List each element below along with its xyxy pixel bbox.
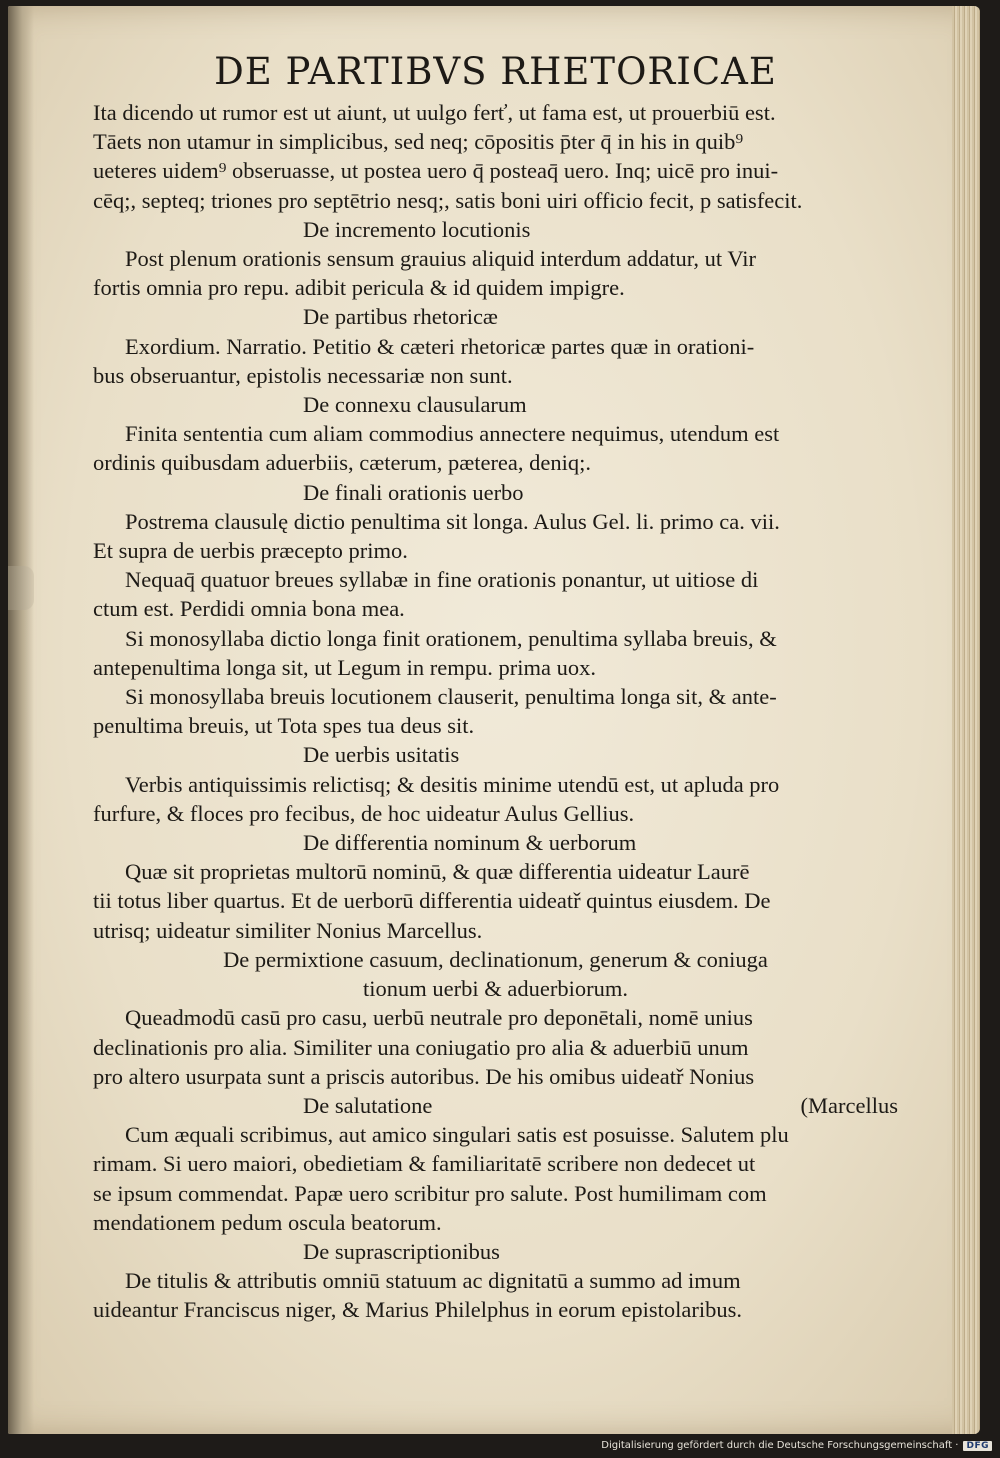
text-line: Exordium. Narratio. Petitio & cæteri rhetoricæ partes quæ in orationi- [125,333,755,359]
text-line: Tāets non utamur in simplicibus, sed neq; cōpositis p̄ter q̄ in his in quib⁹ [93,129,744,155]
text-line: Et supra de uerbis præcepto primo. [93,538,408,564]
footer-text: Digitalisierung gefördert durch die Deutsche Forschungsgemeinschaft · [601,1440,959,1451]
page-title: DE PARTIBVS RHETORICAE [214,50,777,93]
footer-credit [601,1440,992,1451]
section-heading-text: De salutatione [303,1092,433,1118]
section-heading: De connexu clausularum [303,392,527,418]
text-line: Nequaq̄ quatuor breues syllabæ in fine orationis ponantur, ut uitiose di [125,567,759,593]
dfg-logo-icon: DFG [963,1441,992,1451]
text-line: rimam. Si uero maiori, obedietiam & familiaritatē scribere non dedecet ut [93,1151,756,1177]
section-heading: De partibus rhetoricæ [303,304,498,330]
section-heading: De finali orationis uerbo [303,479,524,505]
section-heading: De suprascriptionibus [303,1238,500,1264]
text-line: Si monosyllaba dictio longa finit orationem, penultima syllaba breuis, & [125,625,777,651]
section-heading: De permixtione casuum, declinationum, generum & coniuga [223,946,768,972]
text-line: mendationem pedum oscula beatorum. [93,1209,442,1235]
page-edge [952,6,980,1434]
page-gutter-shadow [8,6,34,1434]
text-line: Cum æquali scribimus, aut amico singulari satis est posuisse. Salutem plu [125,1122,789,1148]
text-line: ctum est. Perdidi omnia bona mea. [93,596,405,622]
text-line: cēq;, septeq; triones pro septētrio nesq;, satis boni uiri officio fecit, p satisfecit. [93,187,803,213]
book-page [8,6,980,1434]
text-line: se ipsum commendat. Papæ uero scribitur pro salute. Post humilimam com [93,1180,767,1206]
text-line: Verbis antiquissimis relictisq; & desitis minime utendū est, ut apluda pro [125,771,780,797]
section-heading: De differentia nominum & uerborum [303,830,637,856]
carryover-word: (Marcellus [800,1092,898,1118]
section-heading: De uerbis usitatis [303,742,460,768]
binding-clip [8,566,34,610]
text-line: pro altero usurpata sunt a priscis autoribus. De his omibus uideatř Nonius [93,1063,755,1089]
text-line: Si monosyllaba breuis locutionem clauserit, penultima longa sit, & ante- [125,684,777,710]
text-lines [93,98,898,1325]
text-line: furfure, & floces pro fecibus, de hoc uideatur Aulus Gellius. [93,800,635,826]
text-line: ordinis quibusdam aduerbiis, cæterum, pæterea, deniq;. [93,450,592,476]
text-line: tii totus liber quartus. Et de uerborū differentia uideatř quintus eiusdem. De [93,888,771,914]
text-line: penultima breuis, ut Tota spes tua deus sit. [93,713,475,739]
text-line: utrisq; uideatur similiter Nonius Marcellus. [93,917,483,943]
section-heading [93,1091,898,1120]
text-line: Finita sententia cum aliam commodius annectere nequimus, utendum est [125,421,780,447]
text-line: Postrema clausulę dictio penultima sit longa. Aulus Gel. li. primo ca. vii. [125,508,780,534]
text-line: Queadmodū casū pro casu, uerbū neutrale pro deponētali, nomē unius [125,1005,753,1031]
text-line: ueteres uidem⁹ obseruasse, ut postea uero q̄ posteaq̄ uero. Inq; uicē pro inui- [93,158,779,184]
text-line: bus obseruantur, epistolis necessariæ non sunt. [93,362,513,388]
text-line: Post plenum orationis sensum grauius aliquid interdum addatur, ut Vir [125,246,757,272]
text-line: uideantur Franciscus niger, & Marius Philelphus in eorum epistolaribus. [93,1297,742,1323]
text-line: fortis omnia pro repu. adibit pericula & id quidem impigre. [93,275,625,301]
section-heading: tionum uerbi & aduerbiorum. [363,976,628,1002]
text-line: declinationis pro alia. Similiter una coniugatio pro alia & aduerbiū unum [93,1034,749,1060]
text-line: antepenultima longa sit, ut Legum in rempu. prima uox. [93,654,597,680]
text-line: Ita dicendo ut rumor est ut aiunt, ut uulgo ferť, ut fama est, ut prouerbiū est. [93,100,776,125]
section-heading: De incremento locutionis [303,216,531,242]
text-line: De titulis & attributis omniū statuum ac dignitatū a summo ad imum [125,1268,741,1294]
text-block [93,46,898,1325]
text-line: Quæ sit proprietas multorū nominū, & quæ differentia uideatur Laurē [125,859,750,885]
